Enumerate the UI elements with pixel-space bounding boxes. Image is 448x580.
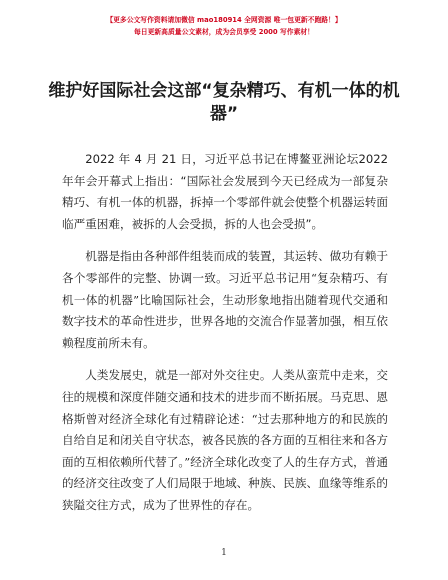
paragraph-1: 2022 年 4 月 21 日，习近平总书记在博鳌亚洲论坛2022 年年会开幕式上指出：“国际社会发展到今天已经成为一部复杂精巧、有机一体的机器，拆掉一个零部件就会使整个机器运转面临严重困难，被拆的人会受损，拆的人也会受损”。 [62,152,388,231]
page-number: 1 [221,548,227,558]
document-title: 维护好国际社会这部“复杂精巧、有机一体的机器” [48,81,400,124]
paragraph-2: 机器是指由各种部件组装而成的装置，其运转、做功有赖于各个零部件的完整、协调一致。习近平总书记用“复杂精巧、有机一体的机器”比喻国际社会，生动形象地指出随着现代交通和数字技术的革命性进步，世界各地的交流合作显著加强，相互依赖程度前所未有。 [62,249,388,350]
header-banner [0,14,448,38]
banner-line-2: 每日更新高质量公文素材，成为会员享受 2000 写作素材！ [134,28,314,36]
paragraph-3: 人类发展史，就是一部对外交往史。人类从蛮荒中走来，交往的规模和深度伴随交通和技术的进步而不断拓展。马克思、恩格斯曾对经济全球化有过精辟论述：“过去那种地方的和民族的自给自足和闭关自守状态，被各民族的各方面的互相往来和各方面的互相依赖所代替了。”经济全球化改变了人的生存方式，普通的经济交往改变了人们局限于地域、种族、民族、血缘等维系的狭隘交往方式，成为了世界性的存在。 [62,368,388,512]
banner-line-1: 【更多公文写作资料请加微信 mao180914 全网资源 唯一包更新不跑路！】 [106,16,342,24]
document-body [62,149,388,528]
